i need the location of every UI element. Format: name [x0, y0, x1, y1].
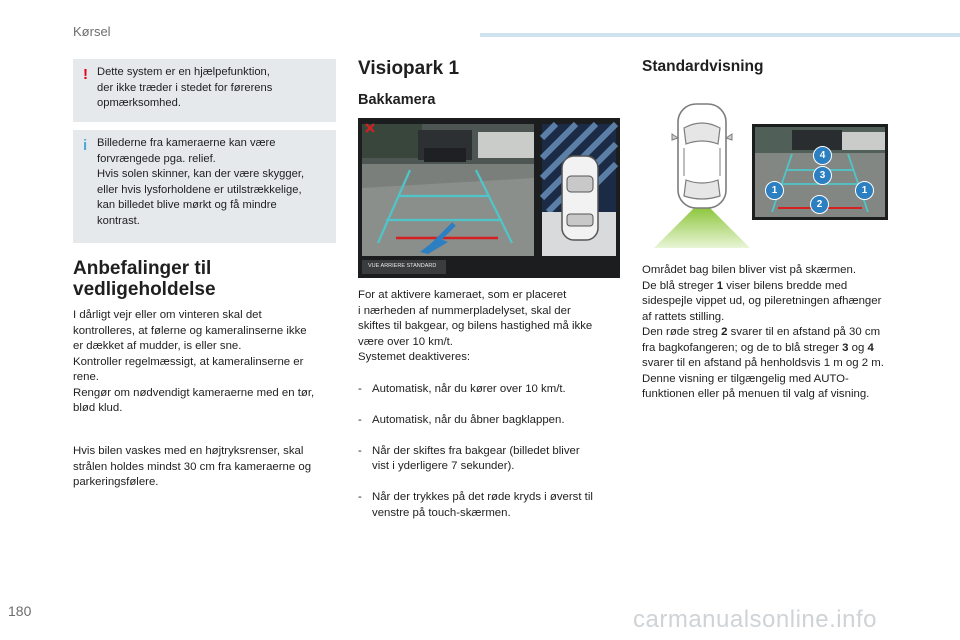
width-badge-left: 1: [765, 181, 784, 200]
visiopark-heading: Visiopark 1: [358, 58, 460, 79]
maintenance-paragraph-2: Hvis bilen vaskes med en højtryksrenser, skal strålen holdes mindst 30 cm fra kameraerne og parkeringsfølere.: [73, 445, 312, 488]
distance-badge-3: 3: [813, 166, 832, 185]
info-text: Billederne fra kameraerne kan være forvrængede pga. relief. Hvis solen skinner, kan der være skygger, eller hvis lysforholdene er utilstrækkelige, kan billedet blive mørkt og få mindre kontrast.: [97, 137, 305, 227]
header-rule: [480, 33, 960, 37]
standard-view-description: Området bag bilen bliver vist på skærmen. De blå streger 1 viser bilens bredde med sidespejle vippet ud, og pileretningen afhænger af rattets stilling. Den røde streg 2 svarer til en afstand på 30 cm fra bagkofangeren; og de to blå streger 3 og 4 svarer til en afstand på henholdsvis 1 m og 2 m. Denne visning er tilgængelig med AUTO- funktionen eller på menuen til valg af visning.: [642, 264, 884, 400]
list-item: - Når der skiftes fra bakgear (billedet bliver vist i yderligere 7 sekunder).: [358, 444, 628, 475]
standard-view-heading: Standardvisning: [642, 58, 764, 75]
maintenance-paragraph-1: I dårligt vejr eller om vinteren skal det kontrolleres, at følerne og kameralinserne ikke er dækket af mudder, is eller sne. Kontroller regelmæssigt, at kameralinserne er rene. Rengør om nødvendigt kameraerne med en tør, blød klud.: [73, 309, 315, 414]
info-icon: i: [83, 137, 88, 154]
car-top-view-illustration: [652, 98, 752, 248]
distance-badge-2: 2: [810, 195, 829, 214]
warning-icon: !: [83, 66, 88, 83]
section-title: Kørsel: [73, 24, 111, 39]
standard-view-screen-image: [752, 124, 888, 220]
rear-camera-screen-image: [358, 118, 620, 278]
rear-camera-intro: For at aktivere kameraet, som er placeret i nærheden af nummerpladelyset, skal der skiftes til bakgear, og bilens hastighed må ikke være over 10 km/t. Systemet deaktiveres:: [358, 289, 593, 363]
warning-text: Dette system er en hjælpefunktion, der ikke træder i stedet for førerens opmærksomhed.: [97, 66, 273, 109]
page-number: 180: [8, 603, 32, 619]
distance-badge-4: 4: [813, 146, 832, 165]
list-item: - Automatisk, når du åbner bagklappen.: [358, 413, 628, 429]
list-item: - Når der trykkes på det røde kryds i øverst til venstre på touch-skærmen.: [358, 490, 628, 521]
screen-mode-label: VUE ARRIERE STANDARD: [368, 263, 437, 269]
warning-note: [73, 59, 336, 122]
list-item: - Automatisk, når du kører over 10 km/t.: [358, 382, 628, 398]
width-badge-right: 1: [855, 181, 874, 200]
watermark: carmanualsonline.info: [633, 606, 877, 633]
maintenance-heading: Anbefalinger til vedligeholdelse: [73, 258, 216, 300]
deactivation-list: [358, 366, 628, 537]
info-note: [73, 130, 336, 243]
rear-camera-heading: Bakkamera: [358, 92, 436, 108]
